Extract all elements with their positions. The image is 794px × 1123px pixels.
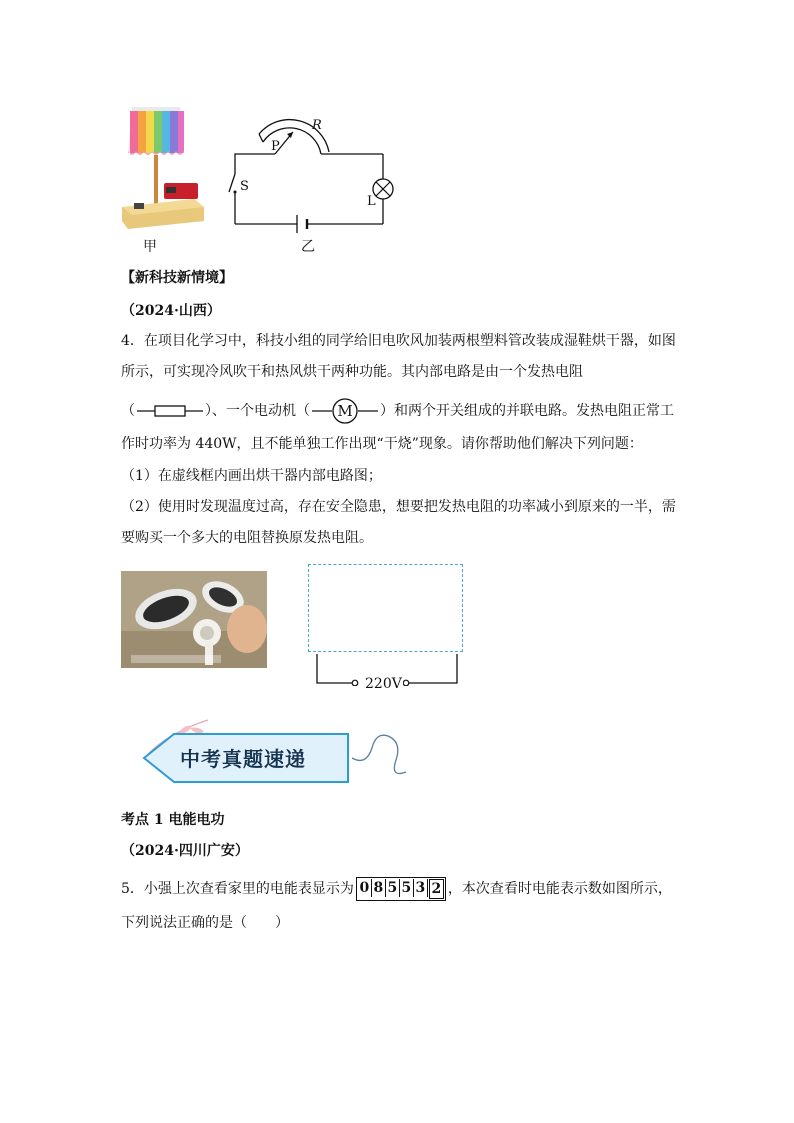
answer-dashed-box bbox=[308, 564, 463, 652]
figure-jia-label: 甲 bbox=[143, 239, 157, 255]
q5-line-2: 下列说法正确的是（ ） bbox=[121, 915, 289, 931]
figure-yi-label: 乙 bbox=[301, 239, 315, 255]
q5-line-1-b: ，本次查看时电能表示数如图所示， bbox=[447, 881, 672, 897]
circuit-label-s: S bbox=[240, 179, 249, 194]
circuit-label-l: L bbox=[367, 194, 376, 209]
figure-jia-lamp bbox=[118, 103, 208, 231]
q4-line-3-open: （ bbox=[121, 403, 135, 419]
q4-line-4: 作时功率为 440W，且不能单独工作出现“干烧”现象。请你帮助他们解决下列问题： bbox=[121, 436, 643, 452]
q4-line-3-mid: ）、一个电动机（ bbox=[205, 403, 310, 419]
figure-yi-circuit bbox=[225, 112, 395, 242]
circuit-label-p: P bbox=[271, 139, 280, 154]
q4-sub-2b: 要购买一个多大的电阻替换原发热电阻。 bbox=[121, 530, 373, 546]
shoe-dryer-photo bbox=[121, 571, 267, 668]
meter-digit: 5 bbox=[386, 879, 400, 897]
q4-line-3-end: ）和两个开关组成的并联电路。发热电阻正常工 bbox=[380, 403, 674, 419]
circuit-label-r: R bbox=[312, 118, 322, 133]
q4-line-2: 所示，可实现冷风吹干和热风烘干两种功能。其内部电路是由一个发热电阻 bbox=[121, 364, 583, 380]
section-tag: 【新科技新情境】 bbox=[121, 270, 233, 286]
q4-line-3 bbox=[121, 397, 674, 425]
meter-digit: 5 bbox=[400, 879, 414, 897]
q4-sub-2a: （2）使用时发现温度过高，存在安全隐患，想要把发热电阻的功率减小到原来的一半，需 bbox=[121, 499, 676, 515]
meter-digit: 3 bbox=[414, 879, 428, 897]
banner-title: 中考真题速递 bbox=[180, 747, 306, 771]
section-banner bbox=[130, 712, 410, 792]
motor-symbol-letter: M bbox=[337, 402, 353, 420]
resistor-symbol-icon bbox=[135, 404, 205, 418]
q4-sub-1: （1）在虚线框内画出烘干器内部电路图； bbox=[121, 468, 382, 484]
voltage-label: 220V bbox=[365, 676, 402, 692]
meter-digit: 0 bbox=[358, 879, 372, 897]
q4-line-1: 4．在项目化学习中，科技小组的同学给旧电吹风加装两根塑料管改装成湿鞋烘干器，如图 bbox=[121, 333, 676, 349]
q5-line-1-a: 5．小强上次查看家里的电能表显示为 bbox=[121, 881, 354, 897]
q4-source: （2024·山西） bbox=[121, 303, 221, 319]
kaodian-1-heading: 考点 1 电能电功 bbox=[121, 812, 225, 828]
meter-digit: 8 bbox=[372, 879, 386, 897]
meter-reading-display bbox=[356, 877, 446, 901]
motor-symbol-icon bbox=[310, 397, 380, 425]
meter-digit-decimal: 2 bbox=[429, 879, 444, 899]
q5-line-1 bbox=[121, 877, 672, 901]
q5-source: （2024·四川广安） bbox=[121, 843, 249, 859]
